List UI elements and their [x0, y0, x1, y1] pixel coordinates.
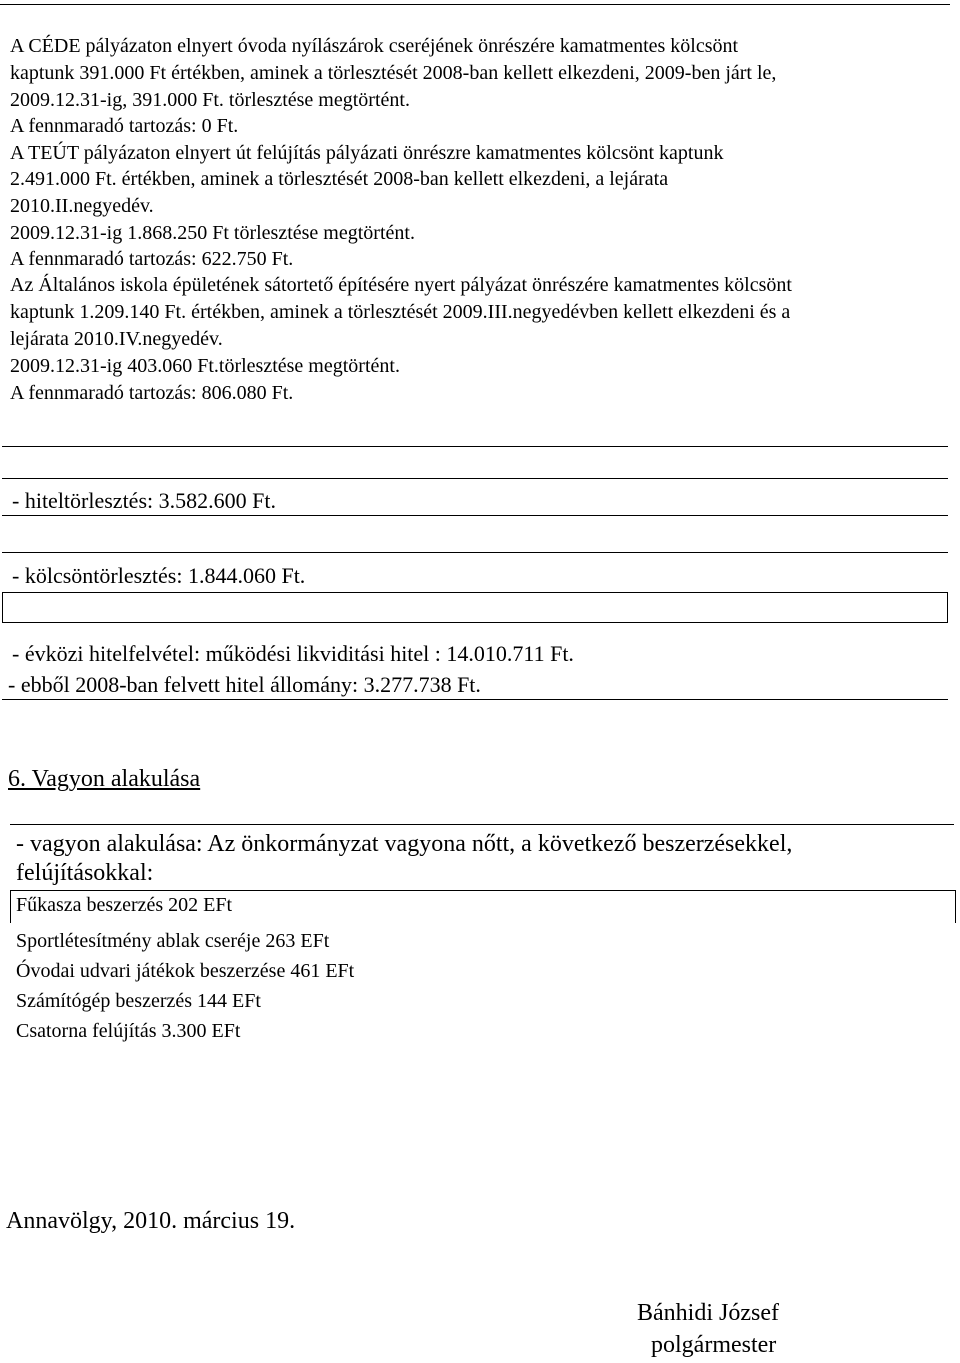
separator-line — [2, 699, 948, 700]
loan-line: A TEÚT pályázaton elnyert út felújítás pályázati önrészre kamatmentes kölcsönt kaptunk — [10, 142, 724, 164]
list-item: Fűkasza beszerzés 202 EFt — [16, 894, 233, 916]
separator-line — [2, 478, 948, 479]
signer-title: polgármester — [651, 1332, 777, 1358]
section-intro: felújításokkal: — [16, 860, 154, 886]
separator-line — [2, 446, 948, 447]
item-box-right — [955, 890, 956, 923]
summary-hiteltorlesztes: - hiteltörlesztés: 3.582.600 Ft. — [12, 488, 276, 513]
loan-line: 2.491.000 Ft. értékben, aminek a törlesztését 2008-ban kellett elkezdeni, a lejárata — [10, 168, 669, 190]
loan-line: kaptunk 1.209.140 Ft. értékben, aminek a törlesztését 2009.III.negyedévben kellett elkezdeni és a — [10, 301, 791, 323]
list-item: Számítógép beszerzés 144 EFt — [16, 990, 261, 1012]
loan-line: kaptunk 391.000 Ft értékben, aminek a törlesztését 2008-ban kellett elkezdeni, 2009-ben járt le, — [10, 62, 777, 84]
section-intro: - vagyon alakulása: Az önkormányzat vagyona nőtt, a következő beszerzésekkel, — [16, 831, 793, 857]
loan-line: 2009.12.31-ig 1.868.250 Ft törlesztése megtörtént. — [10, 222, 415, 244]
loan-line: A fennmaradó tartozás: 806.080 Ft. — [10, 382, 294, 404]
item-box-top — [10, 890, 956, 891]
separator-line — [10, 824, 954, 825]
separator-line — [2, 552, 948, 553]
loan-line: 2009.12.31-ig, 391.000 Ft. törlesztése megtörtént. — [10, 89, 410, 111]
loan-line: 2009.12.31-ig 403.060 Ft.törlesztése megtörtént. — [10, 355, 400, 377]
list-item: Óvodai udvari játékok beszerzése 461 EFt — [16, 960, 355, 982]
list-item: Csatorna felújítás 3.300 EFt — [16, 1020, 241, 1042]
loan-line: 2010.II.negyedév. — [10, 195, 154, 217]
item-box-left — [10, 890, 11, 923]
loan-line: A fennmaradó tartozás: 622.750 Ft. — [10, 248, 294, 270]
signer-name: Bánhidi József — [637, 1300, 779, 1326]
loan-line: lejárata 2010.IV.negyedév. — [10, 328, 223, 350]
summary-ebbol-2008: - ebből 2008-ban felvett hitel állomány: 3.277.738 Ft. — [8, 672, 481, 697]
list-item: Sportlétesítmény ablak cseréje 263 EFt — [16, 930, 330, 952]
summary-evkozi-hitelfelvetel: - évközi hitelfelvétel: működési likviditási hitel : 14.010.711 Ft. — [12, 641, 574, 666]
loan-line: Az Általános iskola épületének sátortető építésére nyert pályázat önrészére kamatmentes kölcsönt — [10, 274, 792, 296]
empty-box — [2, 592, 948, 623]
loan-line: A fennmaradó tartozás: 0 Ft. — [10, 115, 239, 137]
summary-kolcsontorlesztes: - kölcsöntörlesztés: 1.844.060 Ft. — [12, 563, 306, 588]
separator-line — [2, 515, 948, 516]
section-heading: 6. Vagyon alakulása — [8, 766, 201, 792]
top-rule — [0, 4, 950, 5]
place-date: Annavölgy, 2010. március 19. — [6, 1208, 296, 1234]
loan-line: A CÉDE pályázaton elnyert óvoda nyílászárok cseréjének önrészére kamatmentes kölcsönt — [10, 35, 739, 57]
